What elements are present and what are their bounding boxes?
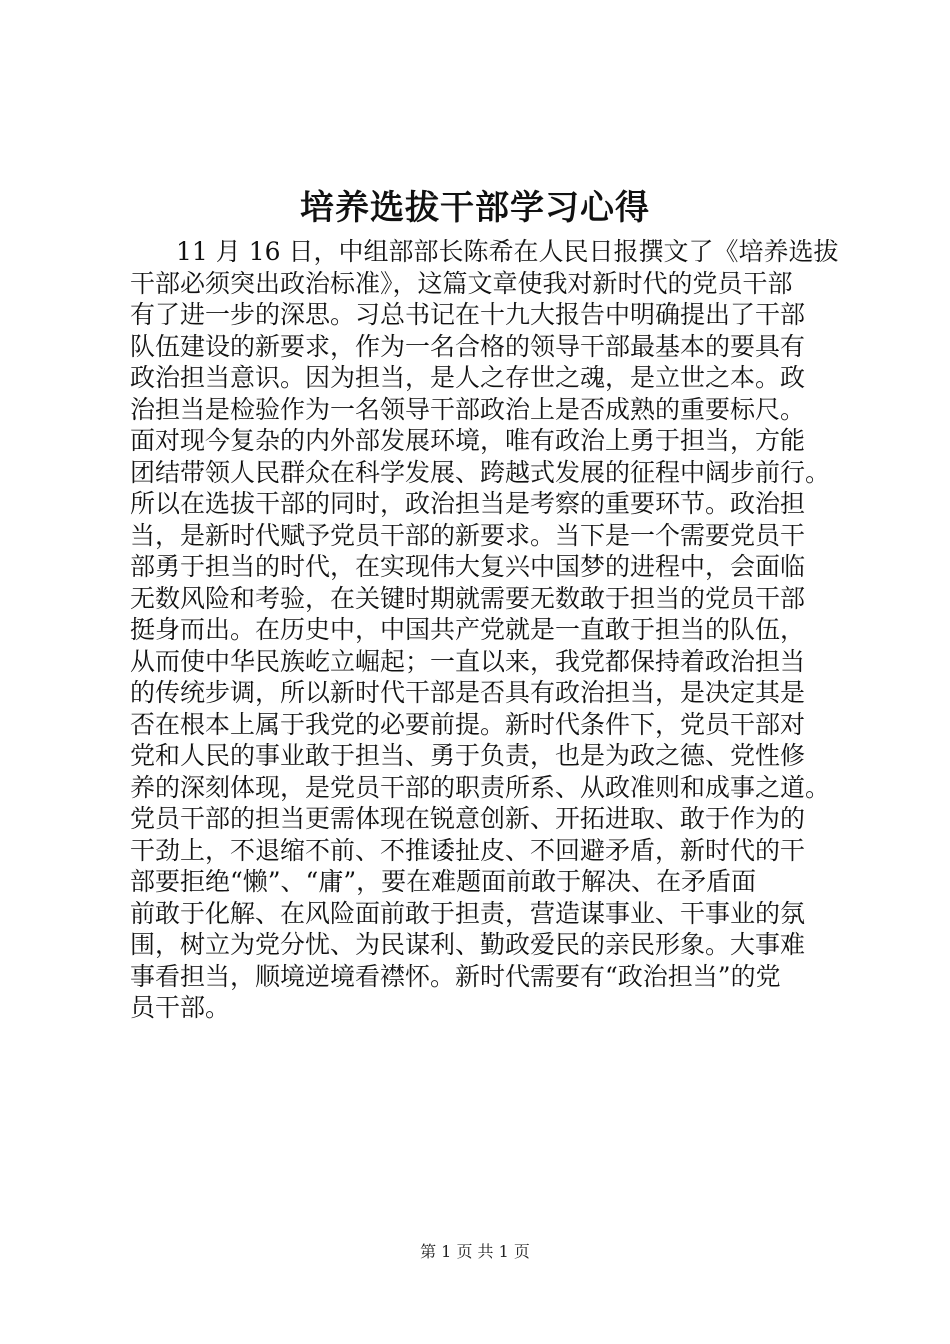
body-line: 有了进一步的深思。习总书记在十九大报告中明确提出了干部: [130, 300, 806, 329]
body-line: 前敢于化解、在风险面前敢于担责，营造谋事业、干事业的氛: [130, 898, 806, 928]
body-line: 从而使中华民族屹立崛起；一直以来，我党都保持着政治担当: [130, 646, 806, 676]
body-line: 员干部。: [130, 993, 231, 1022]
document-body: [130, 236, 844, 1024]
body-line: 事看担当，顺境逆境看襟怀。新时代需要有“政治担当”的党: [130, 961, 781, 991]
body-line: 党和人民的事业敢于担当、勇于负责，也是为政之德、党性修: [130, 741, 806, 770]
body-line: 围，树立为党分忧、为民谋利、勤政爱民的亲民形象。大事难: [130, 930, 806, 959]
body-line: 养的深刻体现，是党员干部的职责所系、从政准则和成事之道。: [130, 772, 831, 802]
document-title: 培养选拔干部学习心得: [300, 188, 650, 228]
body-line: 干劲上，不退缩不前、不推诿扯皮、不回避矛盾，新时代的干: [130, 835, 806, 865]
body-line: 治担当是检验作为一名领导干部政治上是否成熟的重要标尺。: [130, 394, 806, 424]
page-number-footer: 第 1 页 共 1 页: [420, 1242, 530, 1261]
body-line: 当，是新时代赋予党员干部的新要求。当下是一个需要党员干: [130, 520, 806, 550]
body-line: 面对现今复杂的内外部发展环境，唯有政治上勇于担当，方能: [130, 426, 806, 455]
body-line: 无数风险和考验，在关键时期就需要无数敢于担当的党员干部: [130, 583, 806, 613]
body-line: 否在根本上属于我党的必要前提。新时代条件下，党员干部对: [130, 709, 806, 739]
body-line: 队伍建设的新要求，作为一名合格的领导干部最基本的要具有: [130, 331, 806, 361]
body-line: 团结带领人民群众在科学发展、跨越式发展的征程中阔步前行。: [130, 457, 831, 487]
body-line: 所以在选拔干部的同时，政治担当是考察的重要环节。政治担: [130, 489, 806, 518]
body-line: 政治担当意识。因为担当，是人之存世之魂，是立世之本。政: [130, 363, 806, 392]
body-line: 挺身而出。在历史中，中国共产党就是一直敢于担当的队伍，: [130, 615, 806, 644]
body-line: 11 月 16 日，中组部部长陈希在人民日报撰文了《培养选拔: [176, 237, 839, 266]
body-line: 党员干部的担当更需体现在锐意创新、开拓进取、敢于作为的: [130, 804, 806, 833]
body-line: 干部必须突出政治标准》，这篇文章使我对新时代的党员干部: [130, 268, 793, 298]
body-line: 部勇于担当的时代，在实现伟大复兴中国梦的进程中，会面临: [130, 552, 806, 581]
body-line: 部要拒绝“懒”、“庸”，要在难题面前敢于解决、在矛盾面: [130, 867, 757, 896]
body-line: 的传统步调，所以新时代干部是否具有政治担当，是决定其是: [130, 678, 806, 707]
